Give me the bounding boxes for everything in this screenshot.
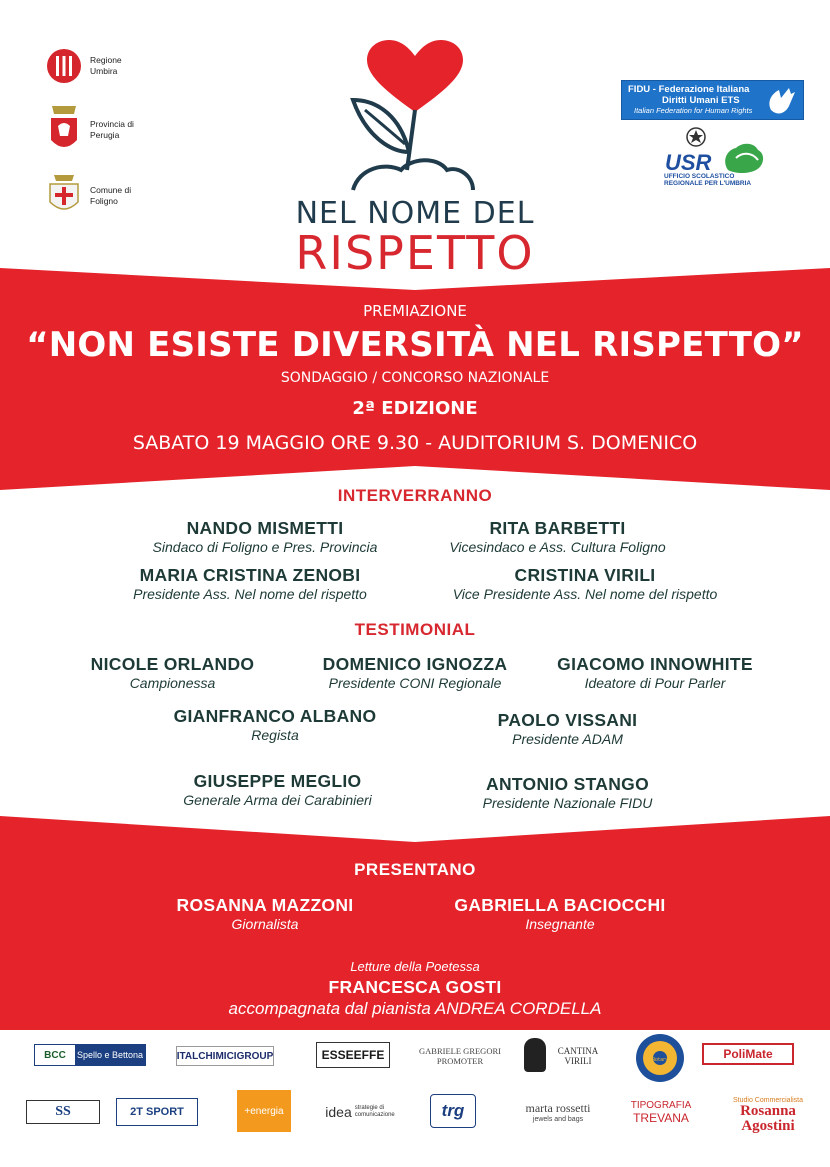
provincia-crest-icon <box>46 104 82 156</box>
presentano-title: PRESENTANO <box>354 860 476 879</box>
speaker-role: Sindaco di Foligno e Pres. Provincia <box>152 539 378 555</box>
testimonial-name: GIACOMO INNOWHITE <box>557 654 753 674</box>
brand-line2: RISPETTO <box>295 226 535 280</box>
speaker-name: RITA BARBETTI <box>489 518 626 538</box>
event-premiazione: PREMIAZIONE <box>363 302 467 320</box>
speaker-card <box>100 565 400 602</box>
testimonial-title: TESTIMONIAL <box>354 620 476 639</box>
testimonial-name: NICOLE ORLANDO <box>90 654 255 674</box>
sponsor-label: +energia <box>244 1105 284 1117</box>
testimonial-card <box>450 710 685 747</box>
institution-line2: Perugia <box>90 130 120 140</box>
presenter-name: ROSANNA MAZZONI <box>176 895 354 915</box>
sponsor-rossetti-logo <box>508 1098 608 1126</box>
letture-name: FRANCESCA GOSTI <box>328 977 502 997</box>
testimonial-card <box>300 654 530 691</box>
sponsor-extra: strategie di comunicazione <box>354 1105 395 1118</box>
testimonial-card <box>450 774 685 811</box>
sponsor-extra: Rosanna <box>740 1102 796 1119</box>
sponsor-agostini-logo <box>728 1094 808 1136</box>
rotary-wheel-icon <box>634 1032 686 1084</box>
sponsor-label: idea <box>325 1104 352 1120</box>
testimonial-role: Presidente CONI Regionale <box>328 675 502 691</box>
speaker-name: CRISTINA VIRILI <box>514 565 656 585</box>
usr-title: USR <box>665 150 712 175</box>
testimonial-role: Regista <box>251 727 299 743</box>
speaker-role: Presidente Ass. Nel nome del rispetto <box>133 586 367 602</box>
sponsor-label: Studio Commercialista <box>732 1096 804 1104</box>
institution-line1: Comune di <box>90 185 132 195</box>
speaker-card <box>130 518 400 555</box>
sponsor-label: BCC <box>35 1050 75 1061</box>
speaker-card <box>420 565 750 602</box>
sponsor-label: SS <box>55 1104 71 1119</box>
speaker-name: NANDO MISMETTI <box>186 518 344 538</box>
sponsor-label: Rotary <box>651 1057 669 1063</box>
sponsor-energia-logo <box>237 1090 291 1132</box>
presenter-card <box>140 895 390 932</box>
sponsor-italchimici-logo <box>176 1046 274 1066</box>
republic-emblem-icon <box>683 126 709 148</box>
sponsor-extra: PROMOTER <box>436 1056 484 1066</box>
presenter-role: Giornalista <box>231 916 299 932</box>
sponsor-label: TIPOGRAFIA <box>630 1099 692 1111</box>
testimonial-name: ANTONIO STANGO <box>486 774 649 794</box>
testimonial-name: GIANFRANCO ALBANO <box>173 706 377 726</box>
sponsor-extra: Spello e Bettona <box>75 1045 145 1065</box>
sponsor-label: GABRIELE GREGORI <box>419 1046 501 1056</box>
sponsor-label: CANTINA <box>557 1046 599 1056</box>
cantina-bottle-icon <box>524 1038 546 1072</box>
sponsor-gregori-logo <box>412 1044 508 1068</box>
sponsor-esseeffe-logo <box>316 1042 390 1068</box>
heart-plant-icon <box>345 40 485 192</box>
fidu-line2: Diritti Umani ETS <box>662 95 740 106</box>
institution-provincia <box>46 104 150 156</box>
umbria-map-icon <box>718 140 768 174</box>
sponsor-label: 2T SPORT <box>130 1106 184 1118</box>
fidu-line1: FIDU - Federazione Italiana <box>628 84 750 95</box>
speaker-role: Vicesindaco e Ass. Cultura Foligno <box>449 539 666 555</box>
testimonial-card <box>540 654 770 691</box>
sponsor-cantina-logo <box>550 1044 606 1068</box>
testimonial-card <box>150 706 400 743</box>
sponsor-trevana-logo <box>626 1094 696 1130</box>
sponsor-2tsport-logo <box>116 1098 198 1126</box>
presenter-name: GABRIELLA BACIOCCHI <box>454 895 666 915</box>
speaker-role: Vice Presidente Ass. Nel nome del rispetto <box>452 586 718 602</box>
sponsor-extra: jewels and bags <box>532 1116 584 1123</box>
testimonial-name: DOMENICO IGNOZZA <box>322 654 508 674</box>
testimonial-role: Campionessa <box>129 675 216 691</box>
sponsor-trg-logo <box>430 1094 476 1128</box>
testimonial-name: PAOLO VISSANI <box>497 710 638 730</box>
sponsor-idea-logo <box>318 1100 406 1124</box>
institution-line1: Provincia di <box>90 119 134 129</box>
fidu-line3: Italian Federation for Human Rights <box>634 106 753 115</box>
institution-line1: Regione <box>90 55 122 65</box>
speaker-card <box>420 518 695 555</box>
sponsor-extra2: Agostini <box>741 1117 795 1134</box>
letture-accompagnata: accompagnata dal pianista ANDREA CORDELLA <box>228 999 602 1018</box>
sponsor-polimate-logo <box>702 1043 794 1065</box>
institution-regione <box>46 48 150 84</box>
presenter-role: Insegnante <box>525 916 595 932</box>
event-date-place: SABATO 19 MAGGIO ORE 9.30 - AUDITORIUM S. DOMENICO <box>132 432 698 454</box>
sponsor-label: marta rossetti <box>525 1101 591 1115</box>
sponsor-extra: VIRILI <box>564 1056 592 1066</box>
event-edizione: 2ª EDIZIONE <box>352 398 478 419</box>
fidu-hand-icon <box>765 84 799 116</box>
testimonial-card <box>145 771 410 808</box>
sponsor-bcc-logo <box>34 1044 146 1066</box>
regione-emblem-icon <box>46 48 82 84</box>
sponsor-label: trg <box>441 1101 465 1120</box>
testimonial-role: Presidente ADAM <box>512 731 623 747</box>
sponsor-label: PoliMate <box>723 1047 773 1061</box>
presenter-card <box>430 895 690 932</box>
testimonial-role: Generale Arma dei Carabinieri <box>183 792 372 808</box>
usr-subtitle: UFFICIO SCOLASTICO REGIONALE PER L'UMBRIA <box>664 173 752 187</box>
testimonial-role: Ideatore di Pour Parler <box>584 675 726 691</box>
institution-line2: Umbira <box>90 66 118 76</box>
brand-line1: NEL NOME DEL <box>295 196 535 231</box>
testimonial-name: GIUSEPPE MEGLIO <box>193 771 362 791</box>
testimonial-card <box>70 654 275 691</box>
interverranno-title: INTERVERRANNO <box>337 486 493 505</box>
sponsor-label: ESSEEFFE <box>321 1048 385 1062</box>
event-title: “NON ESISTE DIVERSITÀ NEL RISPETTO” <box>26 325 804 365</box>
sponsor-ss-logo <box>26 1100 100 1124</box>
letture-intro: Letture della Poetessa <box>350 959 480 974</box>
speaker-name: MARIA CRISTINA ZENOBI <box>139 565 361 585</box>
sponsor-label: ITALCHIMICIGROUP <box>176 1050 274 1062</box>
event-sondaggio: SONDAGGIO / CONCORSO NAZIONALE <box>280 370 550 386</box>
institution-line2: Foligno <box>90 196 118 206</box>
testimonial-role: Presidente Nazionale FIDU <box>482 795 653 811</box>
sponsor-extra: TREVANA <box>633 1110 689 1125</box>
